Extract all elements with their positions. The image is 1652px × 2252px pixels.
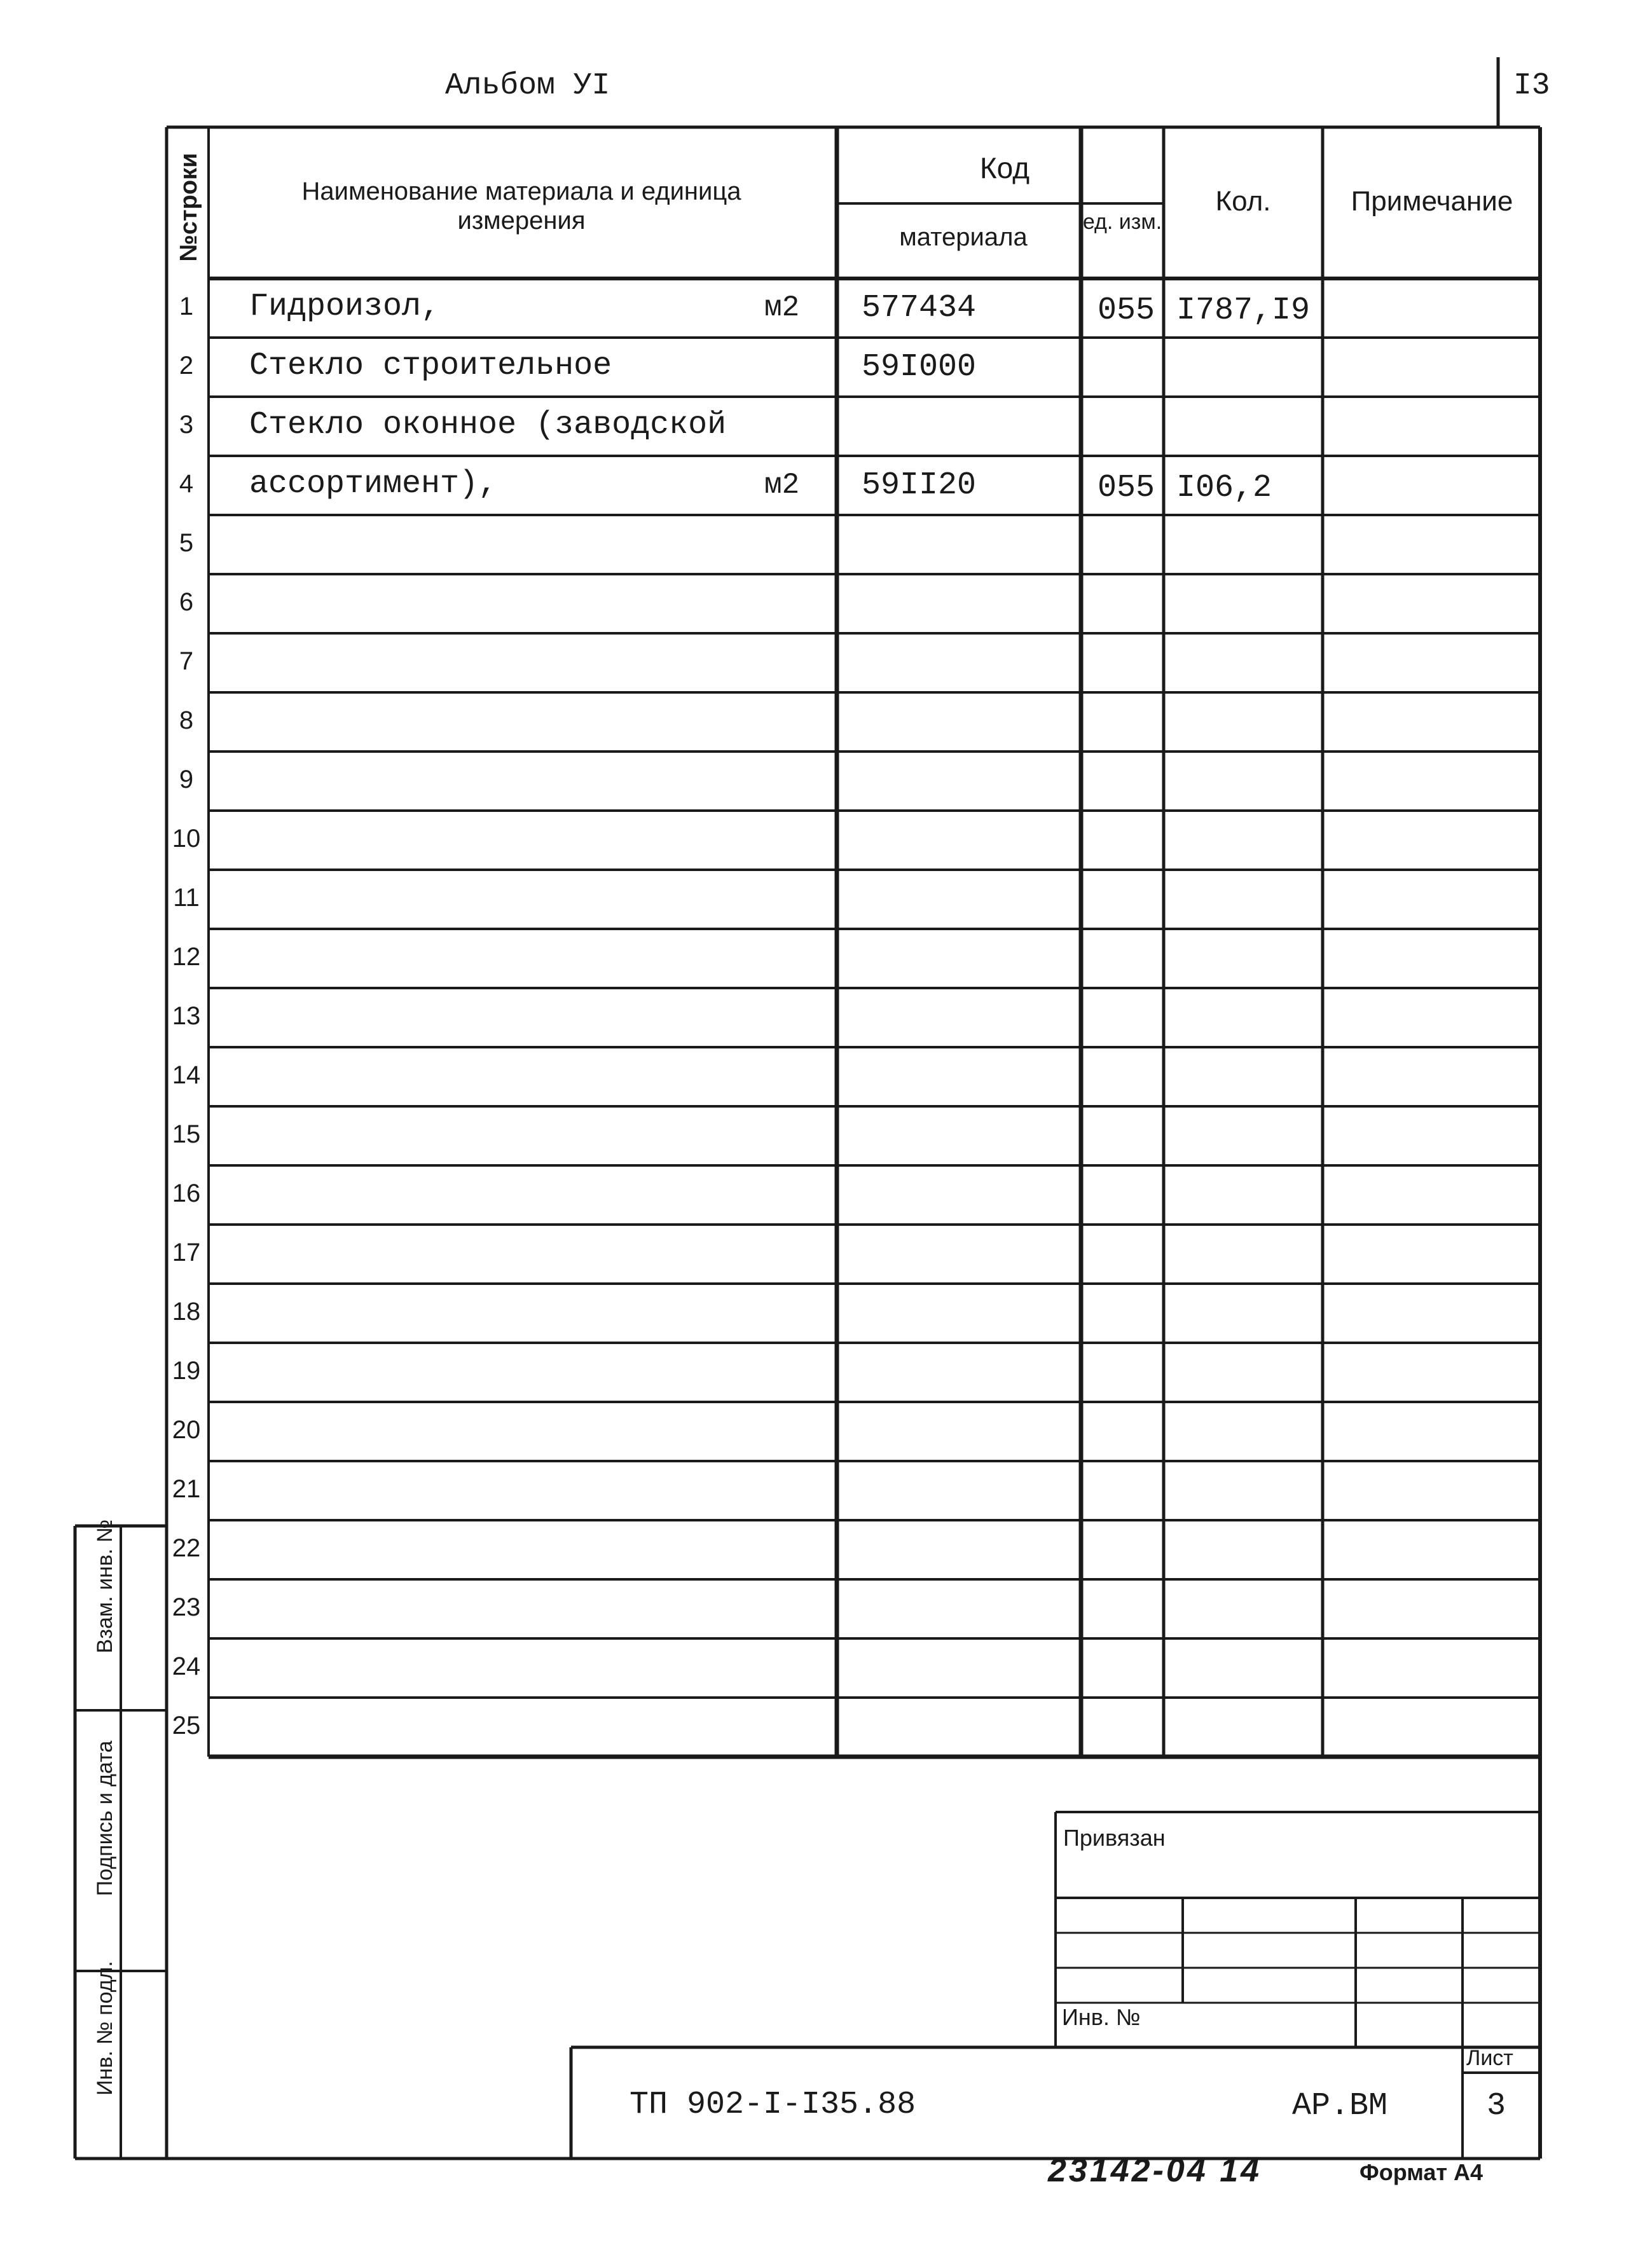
document-mark: АР.ВМ: [1292, 2088, 1388, 2124]
page-number: I3: [1513, 69, 1550, 103]
stamp-vzam-inv: Взам. инв. №: [93, 1519, 117, 1654]
row-name: ассортимент),: [249, 466, 498, 502]
row-number: 14: [172, 1061, 201, 1089]
row-number: 2: [179, 352, 194, 380]
row-number: 18: [172, 1298, 201, 1326]
format-label: Формат А4: [1359, 2159, 1483, 2185]
row-number: 3: [179, 411, 194, 439]
row-number: 24: [172, 1652, 201, 1680]
album-title: Альбом УI: [445, 69, 610, 103]
row-unit-code: 055: [1098, 470, 1155, 506]
row-number: 15: [172, 1120, 201, 1148]
row-number: 22: [172, 1534, 201, 1562]
row-qty: I06,2: [1176, 470, 1272, 506]
row-unit-code: 055: [1098, 292, 1155, 329]
row-number: 21: [172, 1475, 201, 1503]
row-number: 25: [172, 1712, 201, 1740]
inv-no-label: Инв. №: [1062, 2004, 1141, 2030]
row-number: 13: [172, 1002, 201, 1030]
row-number: 20: [172, 1416, 201, 1444]
row-number: 16: [172, 1179, 201, 1207]
row-number: 5: [179, 529, 194, 557]
privyazan-label: Привязан: [1063, 1825, 1166, 1851]
header-row-number: №строки: [176, 153, 202, 262]
row-name: Гидроизол,: [249, 289, 441, 325]
row-unit: м2: [764, 291, 800, 324]
row-number: 8: [179, 706, 194, 734]
row-number: 19: [172, 1357, 201, 1385]
row-number: 23: [172, 1593, 201, 1621]
header-name: Наименование материала и единица измерения: [301, 177, 741, 235]
sheet-number: 3: [1487, 2088, 1506, 2124]
row-number: 17: [172, 1239, 201, 1267]
row-number: 7: [179, 647, 194, 675]
header-note: Примечание: [1351, 186, 1513, 217]
handwritten-number: 23142-04 14: [1048, 2152, 1262, 2189]
row-number: 4: [179, 470, 194, 498]
header-code-material: материала: [899, 223, 1028, 251]
header-code-unit: ед. изм.: [1082, 210, 1162, 234]
row-number: 6: [179, 588, 194, 616]
row-name: Стекло строительное: [249, 348, 612, 384]
stamp-podpis-data: Подпись и дата: [93, 1740, 117, 1897]
row-unit: м2: [764, 469, 800, 502]
row-number: 9: [179, 766, 194, 793]
header-qty: Кол.: [1215, 186, 1271, 217]
sheet-label: Лист: [1466, 2046, 1513, 2070]
row-code: 577434: [862, 290, 977, 326]
row-number: 1: [179, 292, 194, 320]
row-code: 59I000: [862, 349, 977, 385]
header-code: Код: [979, 151, 1030, 184]
row-qty: I787,I9: [1176, 292, 1311, 329]
row-name: Стекло оконное (заводской: [249, 407, 727, 443]
row-number: 11: [173, 884, 200, 912]
row-number: 10: [172, 825, 201, 853]
stamp-inv-podl: Инв. № подл.: [93, 1961, 117, 2096]
row-code: 59II20: [862, 467, 977, 504]
document-code: ТП 902-I-I35.88: [630, 2087, 916, 2123]
row-number: 12: [172, 943, 201, 971]
